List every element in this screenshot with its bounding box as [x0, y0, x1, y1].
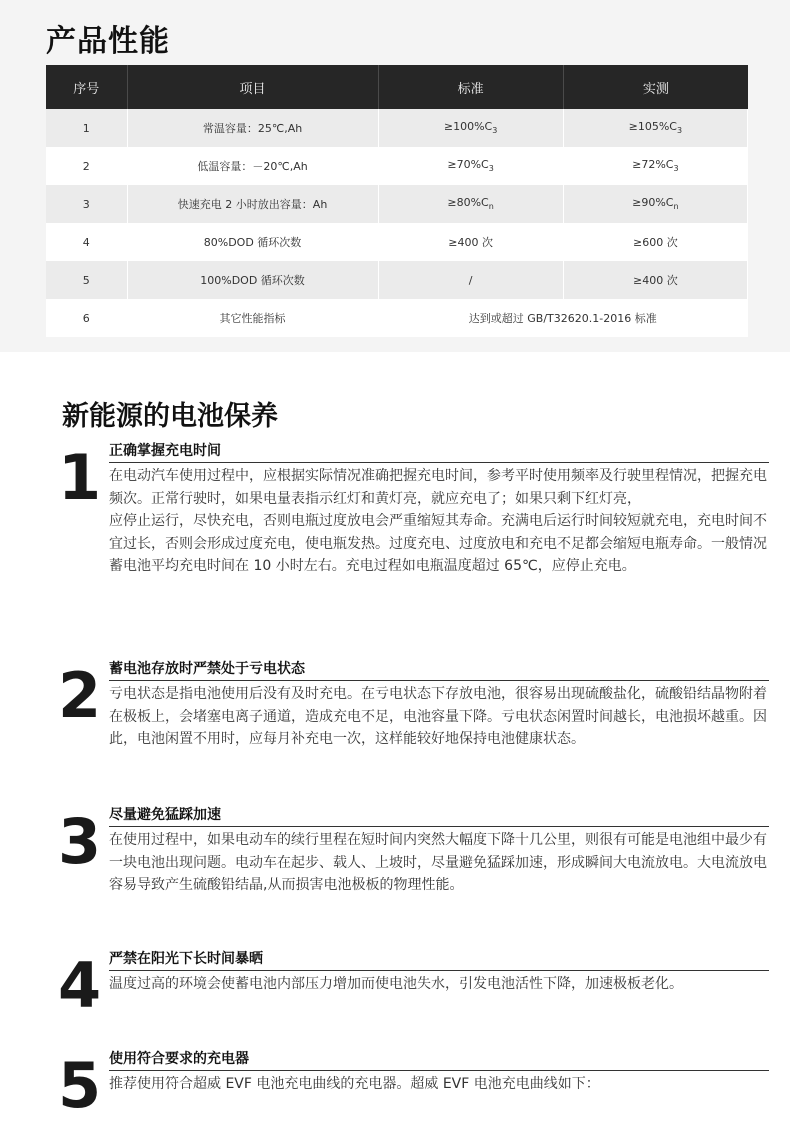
table-row: [46, 147, 748, 185]
cell-no: 4: [46, 223, 128, 261]
spec-header-row: [46, 65, 748, 109]
cell-standard: /: [379, 261, 564, 299]
cell-item: 常温容量：25℃,Ah: [128, 109, 379, 147]
cell-item: 其它性能指标: [128, 299, 379, 337]
cell-no: 6: [46, 299, 128, 337]
item-paragraph: 推荐使用符合超威 EVF 电池充电曲线的充电器。超威 EVF 电池充电曲线如下：: [109, 1076, 600, 1092]
item-title: 尽量避免猛踩加速: [109, 806, 769, 827]
table-row: [46, 261, 748, 299]
item-body: [109, 465, 769, 578]
table-row: [46, 185, 748, 223]
cell-no: 2: [46, 147, 128, 185]
cell-actual: ≥600 次: [564, 223, 748, 261]
cell-actual: ≥400 次: [564, 261, 748, 299]
item-body: [109, 973, 769, 996]
cell-item: 80%DOD 循环次数: [128, 223, 379, 261]
item-body: [109, 683, 769, 751]
item-body: [109, 1073, 769, 1096]
cell-standard: ≥400 次: [379, 223, 564, 261]
item-paragraph: 在使用过程中，如果电动车的续行里程在短时间内突然大幅度下降十几公里，则很有可能是电池组中最少有一块电池出现问题。电动车在起步、载人、上坡时，尽量避免猛踩加速，形成瞬间大电流放电。大电流放电容易导致产生硫酸铅结晶,从而损害电池极板的物理性能。: [109, 832, 767, 893]
cell-standard: $\ge 80\%C_n$: [379, 185, 564, 223]
table-row: [46, 109, 748, 147]
item-paragraph: 温度过高的环境会使蓄电池内部压力增加而使电池失水，引发电池活性下降，加速极板老化。: [109, 976, 683, 992]
header-actual: 实测: [564, 65, 748, 109]
item-number: 3: [58, 805, 102, 878]
cell-no: 3: [46, 185, 128, 223]
header-item: 项目: [128, 65, 379, 109]
cell-actual: $\ge 90\%C_n$: [564, 185, 748, 223]
cell-actual: $\ge 105\%C_3$: [564, 109, 748, 147]
item-body: [109, 829, 769, 897]
cell-no: 1: [46, 109, 128, 147]
cell-item: 低温容量：－20℃,Ah: [128, 147, 379, 185]
cell-item: 100%DOD 循环次数: [128, 261, 379, 299]
item-number: 1: [58, 441, 102, 514]
cell-standard: $\ge 70\%C_3$: [379, 147, 564, 185]
item-paragraph: 在电动汽车使用过程中，应根据实际情况准确把握充电时间，参考平时使用频率及行驶里程情况，把握充电频次。正常行驶时，如果电量表指示红灯和黄灯亮，就应充电了；如果只剩下红灯亮，: [109, 468, 767, 507]
item-number: 2: [58, 659, 102, 732]
item-title: 蓄电池存放时严禁处于亏电状态: [109, 660, 769, 681]
item-title: 正确掌握充电时间: [109, 442, 769, 463]
cell-no: 5: [46, 261, 128, 299]
cell-standard: $\ge 100\%C_3$: [379, 109, 564, 147]
cell-actual: $\ge 72\%C_3$: [564, 147, 748, 185]
item-number: 5: [58, 1049, 102, 1122]
care-title: 新能源的电池保养: [62, 401, 278, 432]
header-standard: 标准: [379, 65, 564, 109]
item-number: 4: [58, 949, 102, 1022]
table-row: [46, 299, 748, 337]
cell-merged-standard: 达到或超过 GB/T32620.1-2016 标准: [379, 299, 749, 337]
table-row: [46, 223, 748, 261]
cell-item: 快速充电 2 小时放出容量：Ah: [128, 185, 379, 223]
item-title: 使用符合要求的充电器: [109, 1050, 769, 1071]
item-title: 严禁在阳光下长时间暴晒: [109, 950, 769, 971]
item-paragraph: 亏电状态是指电池使用后没有及时充电。在亏电状态下存放电池，很容易出现硫酸盐化，硫酸铅结晶物附着在极板上，会堵塞电离子通道，造成充电不足，电池容量下降。亏电状态闲置时间越长，电池损坏越重。因此，电池闲置不用时，应每月补充电一次，这样能较好地保持电池健康状态。: [109, 686, 767, 747]
spec-title: 产品性能: [46, 24, 170, 59]
header-no: 序号: [46, 65, 128, 109]
spec-section: [0, 0, 790, 352]
item-paragraph: 应停止运行，尽快充电，否则电瓶过度放电会严重缩短其寿命。充满电后运行时间较短就充电，充电时间不宜过长，否则会形成过度充电，使电瓶发热。过度充电、过度放电和充电不足都会缩短电瓶寿命。一般情况蓄电池平均充电时间在 10 小时左右。充电过程如电瓶温度超过 65℃，应停止充电。: [109, 513, 767, 574]
spec-table: [46, 65, 748, 337]
